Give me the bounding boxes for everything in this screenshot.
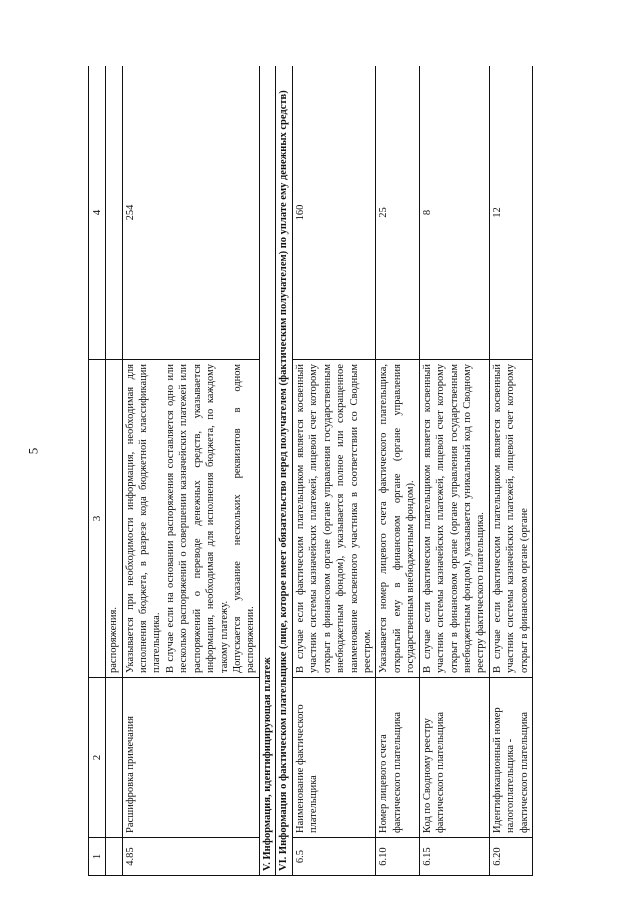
row-number: 6.5 (292, 838, 376, 876)
table-row (376, 66, 419, 876)
table-row (292, 66, 376, 876)
rotated-table-wrapper (88, 66, 603, 876)
section-heading: VI. Информация о фактическом плательщике (лице, которое имеет обязательство перед получателем (фактическим получателем) по уплате ему денежных средств) (276, 66, 292, 876)
section-row (276, 66, 292, 876)
row-length: 254 (122, 66, 259, 360)
header-col-3: 3 (89, 360, 106, 678)
row-number: 6.15 (419, 838, 489, 876)
row-description: Указывается номер лицевого счета фактического плательщика, открытый ему в финансовом органе (органе управления государственным внебюджетным фондом). (376, 360, 419, 678)
row-description: распоряжения. (106, 360, 122, 678)
table-row (489, 66, 532, 876)
row-name: Код по Сводному реестру фактического плательщика (419, 678, 489, 838)
row-number: 4.85 (122, 838, 259, 876)
row-name: Наименование фактического плательщика (292, 678, 376, 838)
table-row (122, 66, 259, 876)
row-length: 160 (292, 66, 376, 360)
row-name: Расшифровка примечания (122, 678, 259, 838)
header-col-1: 1 (89, 838, 106, 876)
row-number: 6.10 (376, 838, 419, 876)
section-heading: V. Информация, идентифицирующая платеж (259, 66, 275, 876)
row-length: 25 (376, 66, 419, 360)
requisites-table (88, 66, 533, 876)
row-description: Указывается при необходимости информация, необходимая для исполнения бюджета, в разрезе кода бюджетной классификации плательщика. В случае если на основании распоряжения составляется одно или несколько распоряжений о совершении казначейских платежей или распоряжений о переводе денежных средств, указывается информация, необходимая для исполнения бюджета, по каждому такому платежу. Допускается указание нескольких реквизитов в одном распоряжении. (122, 360, 259, 678)
row-length: 12 (489, 66, 532, 360)
table-row (419, 66, 489, 876)
row-name: Номер лицевого счета фактического плательщика (376, 678, 419, 838)
header-col-4: 4 (89, 66, 106, 360)
row-description: В случае если фактическим плательщиком является косвенный участник системы казначейских платежей, лицевой счет которому открыт в финансовом органе (органе управления государственным внебюджетным фондом), указывается уникальный код по Сводному реестру фактического плательщика. (419, 360, 489, 678)
row-length: 8 (419, 66, 489, 360)
row-description: В случае если фактическим плательщиком является косвенный участник системы казначейских платежей, лицевой счет которому открыт в финансовом органе (органе (489, 360, 532, 678)
row-name (106, 678, 122, 838)
table-row (106, 66, 122, 876)
row-description: В случае если фактическим плательщиком является косвенный участник системы казначейских платежей, лицевой счет которому открыт в финансовом органе (органе управления государственным внебюджетным фондом), указывается полное или сокращенное наименование косвенного участника в соответствии со Сводным реестром. (292, 360, 376, 678)
page-number: 5 (25, 447, 41, 455)
header-col-2: 2 (89, 678, 106, 838)
header-row (89, 66, 106, 876)
section-row (259, 66, 275, 876)
row-number: 6.20 (489, 838, 532, 876)
row-name: Идентификационный номер налогоплательщика - фактического плательщика (489, 678, 532, 838)
row-number (106, 838, 122, 876)
document-page (88, 66, 603, 876)
row-length (106, 66, 122, 360)
